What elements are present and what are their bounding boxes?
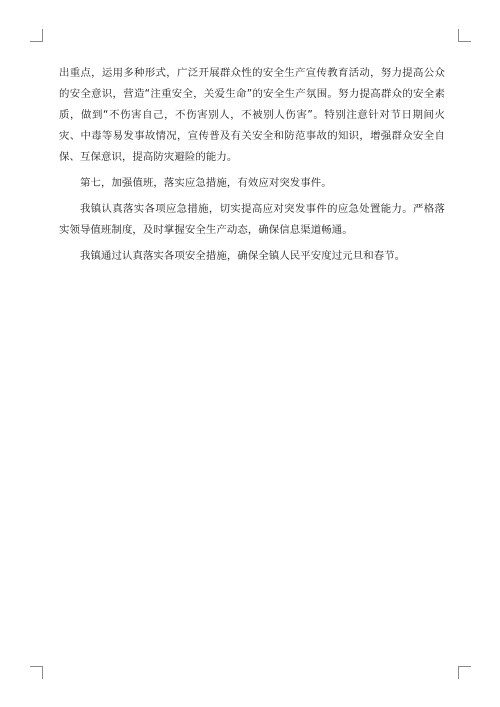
paragraph-continued: 出重点，运用多种形式，广泛开展群众性的安全生产宣传教育活动，努力提高公众的安全意识，营造“注重安全，关爱生命”的安全生产氛围。努力提高群众的安全素质，做到“不伤害自己，不伤害别人，不被别人伤害”。特别注意针对节日期间火灾、中毒等易发事故情况，宣传普及有关安全和防范事故的知识，增强群众安全自保、互保意识，提高防灾避险的能力。 — [59, 67, 445, 163]
crop-mark-top-right — [458, 29, 471, 42]
paragraph-section-seven-heading: 第七，加强值班，落实应急措施，有效应对突发事件。 — [80, 177, 332, 189]
document-body — [59, 63, 445, 272]
paragraph-emergency-measures: 我镇认真落实各项应急措施，切实提高应对突发事件的应急处置能力。严格落实领导值班制度，及时掌握安全生产动态，确保信息渠道畅通。 — [59, 203, 445, 236]
crop-mark-bottom-left — [30, 666, 43, 679]
crop-mark-bottom-right — [458, 666, 471, 679]
paragraph-conclusion: 我镇通过认真落实各项安全措施，确保全镇人民平安度过元旦和春节。 — [80, 250, 406, 262]
crop-mark-top-left — [30, 29, 43, 42]
